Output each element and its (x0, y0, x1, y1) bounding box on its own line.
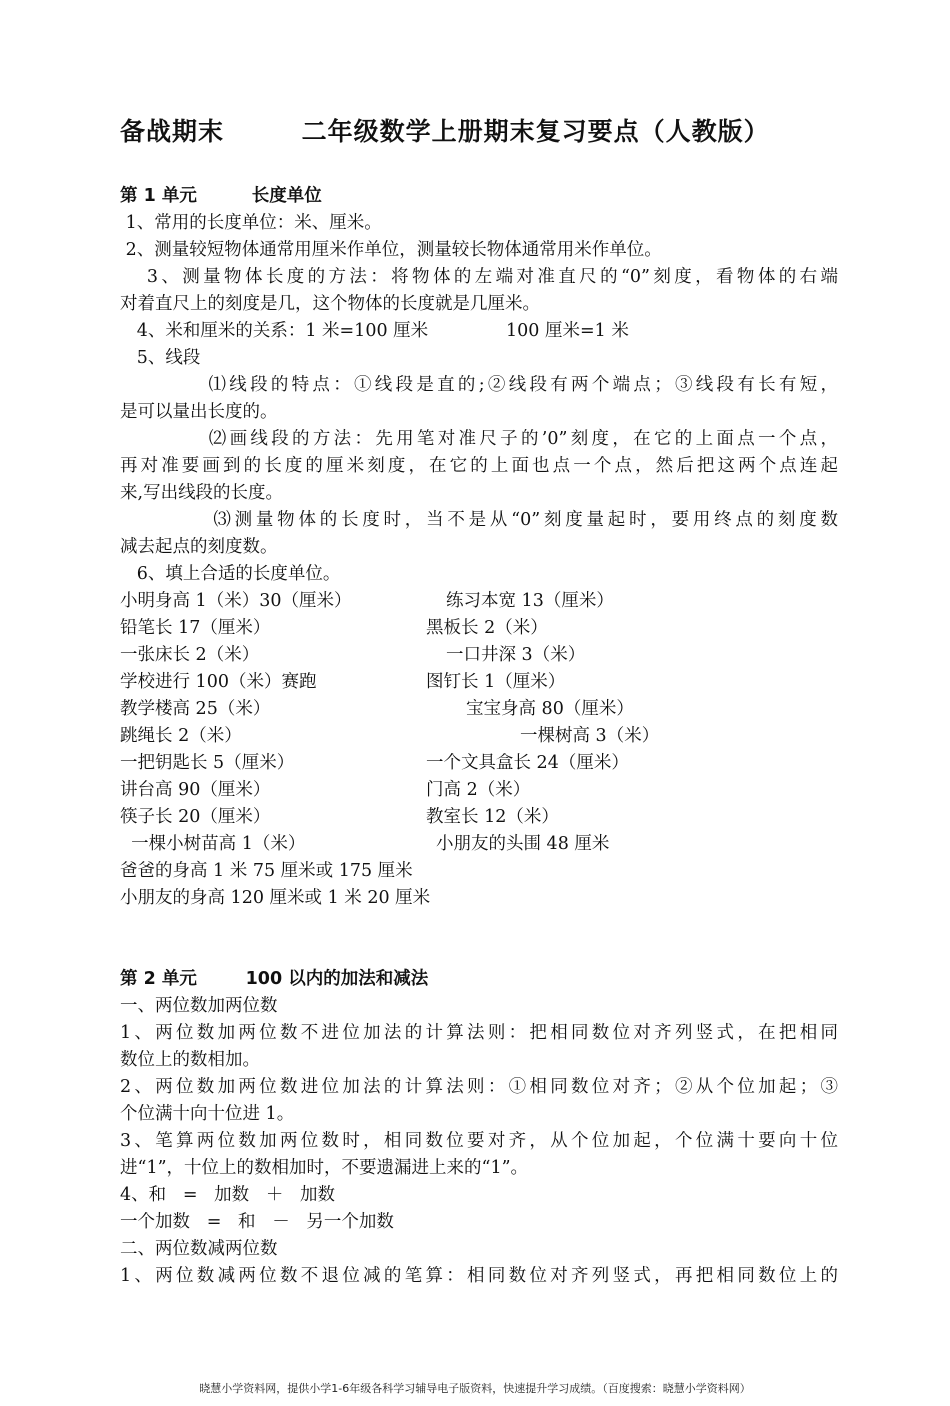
example-row (120, 615, 838, 642)
example-left: 一张床长 2（米） (120, 645, 260, 665)
paragraph: 来,写出线段的长度。 (120, 483, 284, 503)
example-right: 宝宝身高 80（厘米） (466, 699, 634, 719)
example-line: 小朋友的身高 120 厘米或 1 米 20 厘米 (120, 888, 431, 908)
document-body (120, 183, 838, 1290)
example-left: 教学楼高 25（米） (120, 699, 271, 719)
example-left: 学校进行 100（米）赛跑 (120, 672, 317, 692)
paragraph: ⑴线段的特点：①线段是直的;②线段有两个端点；③线段有长有短， (120, 375, 838, 395)
page-title: 备战期末 二年级数学上册期末复习要点（人教版） (120, 117, 770, 146)
example-right: 黑板长 2（米） (426, 618, 548, 638)
paragraph: 5、线段 (120, 348, 201, 368)
example-left: 一把钥匙长 5（厘米） (120, 753, 295, 773)
paragraph: 二、两位数减两位数 (120, 1239, 278, 1259)
example-right: 一个文具盒长 24（厘米） (426, 753, 629, 773)
example-left: 小明身高 1（米）30（厘米） (120, 591, 352, 611)
paragraph: 对着直尺上的刻度是几，这个物体的长度就是几厘米。 (120, 294, 540, 314)
example-left: 铅笔长 17（厘米） (120, 618, 271, 638)
example-row (120, 750, 838, 777)
example-right: 一口井深 3（米） (446, 645, 586, 665)
example-row (120, 642, 838, 669)
paragraph: 1、两位数减两位数不退位减的笔算：相同数位对齐列竖式，再把相同数位上的 (120, 1266, 838, 1286)
example-row (120, 804, 838, 831)
paragraph: 4、和 = 加数 ＋ 加数 (120, 1185, 336, 1205)
example-row (120, 777, 838, 804)
paragraph: 1、常用的长度单位：米、厘米。 (120, 213, 382, 233)
example-line: 爸爸的身高 1 米 75 厘米或 175 厘米 (120, 861, 413, 881)
example-row (120, 831, 838, 858)
paragraph: 4、米和厘米的关系：1 米=100 厘米 100 厘米=1 米 (120, 321, 629, 341)
paragraph: 一个加数 = 和 － 另一个加数 (120, 1212, 394, 1232)
paragraph: 2、两位数加两位数进位加法的计算法则：①相同数位对齐；②从个位加起；③ (120, 1077, 838, 1097)
paragraph: 再对准要画到的长度的厘米刻度，在它的上面也点一个点，然后把这两个点连起 (120, 456, 838, 476)
paragraph: 1、两位数加两位数不进位加法的计算法则：把相同数位对齐列竖式，在把相同 (120, 1023, 838, 1043)
paragraph: 6、填上合适的长度单位。 (120, 564, 341, 584)
example-left: 跳绳长 2（米） (120, 726, 242, 746)
spacer (120, 912, 838, 939)
example-right: 门高 2（米） (426, 780, 531, 800)
paragraph: ⑵画线段的方法：先用笔对准尺子的’0”刻度，在它的上面点一个点， (120, 429, 838, 449)
example-left: 一棵小树苗高 1（米） (120, 834, 306, 854)
paragraph: 3、测量物体长度的方法：将物体的左端对准直尺的“0”刻度，看物体的右端 (120, 267, 838, 287)
paragraph: 进“1”，十位上的数相加时，不要遗漏进上来的“1”。 (120, 1158, 529, 1178)
unit2-heading: 第 2 单元 100 以内的加法和减法 (120, 969, 429, 989)
example-right: 图钉长 1（厘米） (426, 672, 566, 692)
example-row (120, 723, 838, 750)
example-left: 筷子长 20（厘米） (120, 807, 271, 827)
example-right: 教室长 12（米） (426, 807, 559, 827)
spacer (120, 939, 838, 966)
example-left: 讲台高 90（厘米） (120, 780, 271, 800)
paragraph: 减去起点的刻度数。 (120, 537, 278, 557)
paragraph: 是可以量出长度的。 (120, 402, 278, 422)
paragraph: ⑶测量物体的长度时，当不是从“0”刻度量起时，要用终点的刻度数 (120, 510, 838, 530)
unit1-heading: 第 1 单元 长度单位 (120, 186, 322, 206)
example-row (120, 669, 838, 696)
paragraph: 3、笔算两位数加两位数时，相同数位要对齐，从个位加起，个位满十要向十位 (120, 1131, 838, 1151)
example-row (120, 696, 838, 723)
example-right: 小朋友的头围 48 厘米 (436, 834, 610, 854)
example-right: 一棵树高 3（米） (520, 726, 660, 746)
example-row (120, 588, 838, 615)
paragraph: 数位上的数相加。 (120, 1050, 260, 1070)
page-footer: 晓慧小学资料网，提供小学1-6年级各科学习辅导电子版资料，快速提升学习成绩。（百度搜索：晓慧小学资料网） (199, 1382, 751, 1395)
paragraph: 一、两位数加两位数 (120, 996, 278, 1016)
paragraph: 个位满十向十位进 1。 (120, 1104, 295, 1124)
paragraph: 2、测量较短物体通常用厘米作单位，测量较长物体通常用米作单位。 (120, 240, 662, 260)
example-right: 练习本宽 13（厘米） (446, 591, 614, 611)
